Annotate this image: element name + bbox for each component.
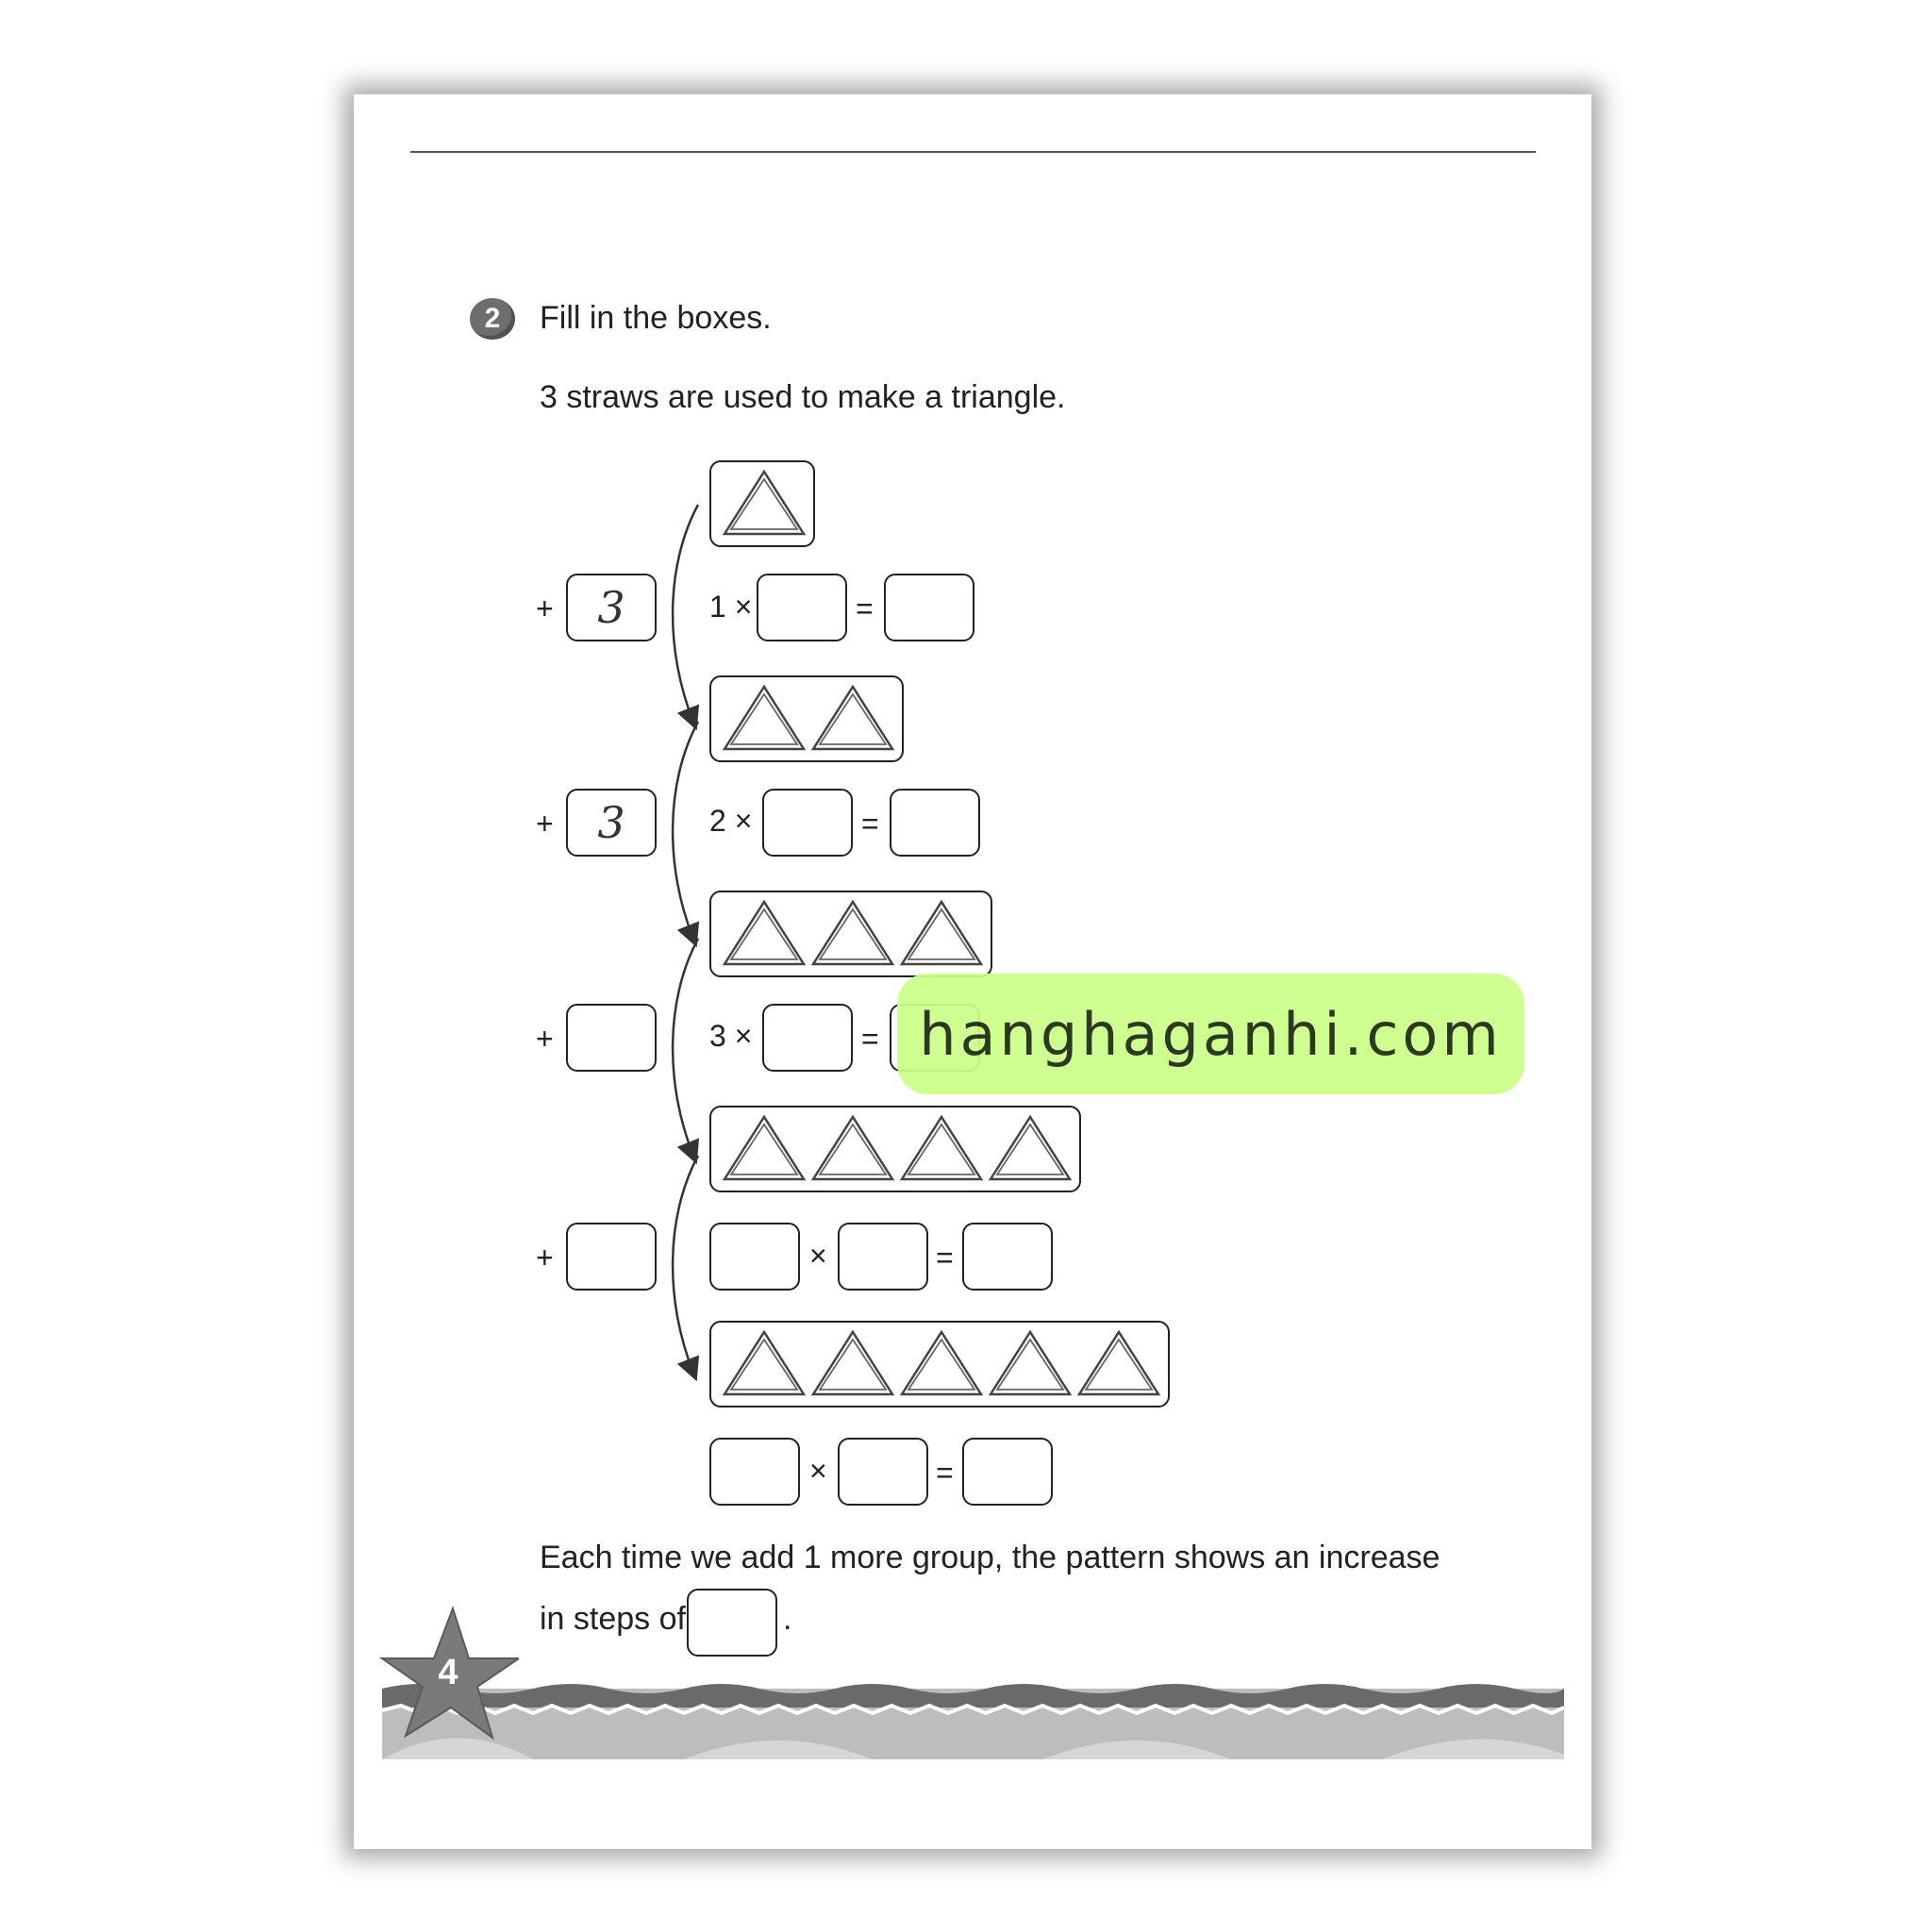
multiplier-3: 3 × xyxy=(709,1019,753,1053)
question-instruction: Fill in the boxes. xyxy=(540,300,772,336)
straw-triangle-icon xyxy=(813,902,892,964)
straw-triangle-icon xyxy=(724,687,804,749)
triangle-group-box-5 xyxy=(709,1321,1170,1407)
watermark-text: hanghaganhi.com xyxy=(919,999,1503,1069)
arrow-1 xyxy=(673,505,698,722)
footer-wave-ribbon xyxy=(382,1679,1564,1759)
straw-triangle-icon xyxy=(724,902,804,964)
add-sign-1: + xyxy=(536,591,554,625)
groups-box-4[interactable] xyxy=(709,1223,800,1291)
add-value-box-3[interactable] xyxy=(566,1004,657,1072)
add-value-box-1[interactable]: 3 xyxy=(566,574,657,641)
result-box-2[interactable] xyxy=(890,789,980,857)
straw-triangle-icon xyxy=(991,1117,1070,1179)
multiplier-1: 1 × xyxy=(709,590,753,624)
factor-box-2[interactable] xyxy=(762,789,853,857)
straw-triangle-icon xyxy=(991,1332,1070,1394)
add-sign-4: + xyxy=(536,1241,554,1274)
add-sign-2: + xyxy=(536,807,554,841)
straw-triangle-icon xyxy=(724,1117,804,1179)
straw-triangle-icon xyxy=(1079,1332,1158,1394)
add-value-box-2[interactable]: 3 xyxy=(566,789,657,857)
equals-2: = xyxy=(861,807,879,841)
page-number: 4 xyxy=(438,1653,458,1692)
groups-box-5[interactable] xyxy=(709,1438,800,1506)
arrow-2 xyxy=(673,722,698,939)
result-box-5[interactable] xyxy=(962,1438,1053,1506)
add-value-box-4[interactable] xyxy=(566,1223,657,1291)
equals-3: = xyxy=(861,1022,879,1056)
arrow-4 xyxy=(673,1156,698,1373)
question-number-badge xyxy=(470,298,515,340)
conclusion-end: . xyxy=(783,1601,792,1637)
straw-triangle-icon xyxy=(724,472,804,534)
triangle-group-box-1 xyxy=(709,460,815,547)
straw-triangle-icon xyxy=(813,1117,892,1179)
straw-triangle-icon xyxy=(902,1117,981,1179)
factor-box-1[interactable] xyxy=(757,574,847,641)
straw-triangle-icon xyxy=(813,1332,892,1394)
triangle-group-box-2 xyxy=(709,675,904,762)
triangle-group-box-3 xyxy=(709,891,992,977)
factor-box-5[interactable] xyxy=(838,1438,928,1506)
conclusion-line-1: Each time we add 1 more group, the pattern shows an increase xyxy=(540,1540,1441,1575)
equals-5: = xyxy=(936,1456,954,1490)
question-intro: 3 straws are used to make a triangle. xyxy=(540,379,1066,415)
top-rule xyxy=(410,151,1536,153)
multiplier-2: 2 × xyxy=(709,804,753,838)
add-sign-3: + xyxy=(536,1022,554,1056)
equals-1: = xyxy=(856,591,874,625)
factor-box-3[interactable] xyxy=(762,1004,853,1072)
straw-triangle-icon xyxy=(902,902,981,964)
result-box-1[interactable] xyxy=(884,574,974,641)
straw-triangle-icon xyxy=(813,687,892,749)
step-size-box[interactable] xyxy=(687,1589,777,1657)
watermark-banner xyxy=(897,974,1524,1094)
equals-4: = xyxy=(936,1241,954,1274)
times-5: × xyxy=(809,1454,827,1488)
conclusion-line-2: in steps of xyxy=(540,1601,686,1637)
factor-box-4[interactable] xyxy=(838,1223,928,1291)
result-box-4[interactable] xyxy=(962,1223,1053,1291)
straw-triangle-icon xyxy=(724,1332,804,1394)
times-4: × xyxy=(809,1239,827,1273)
arrow-3 xyxy=(673,939,698,1156)
question-number: 2 xyxy=(484,303,501,334)
straw-triangle-icon xyxy=(902,1332,981,1394)
triangle-group-box-4 xyxy=(709,1106,1081,1192)
